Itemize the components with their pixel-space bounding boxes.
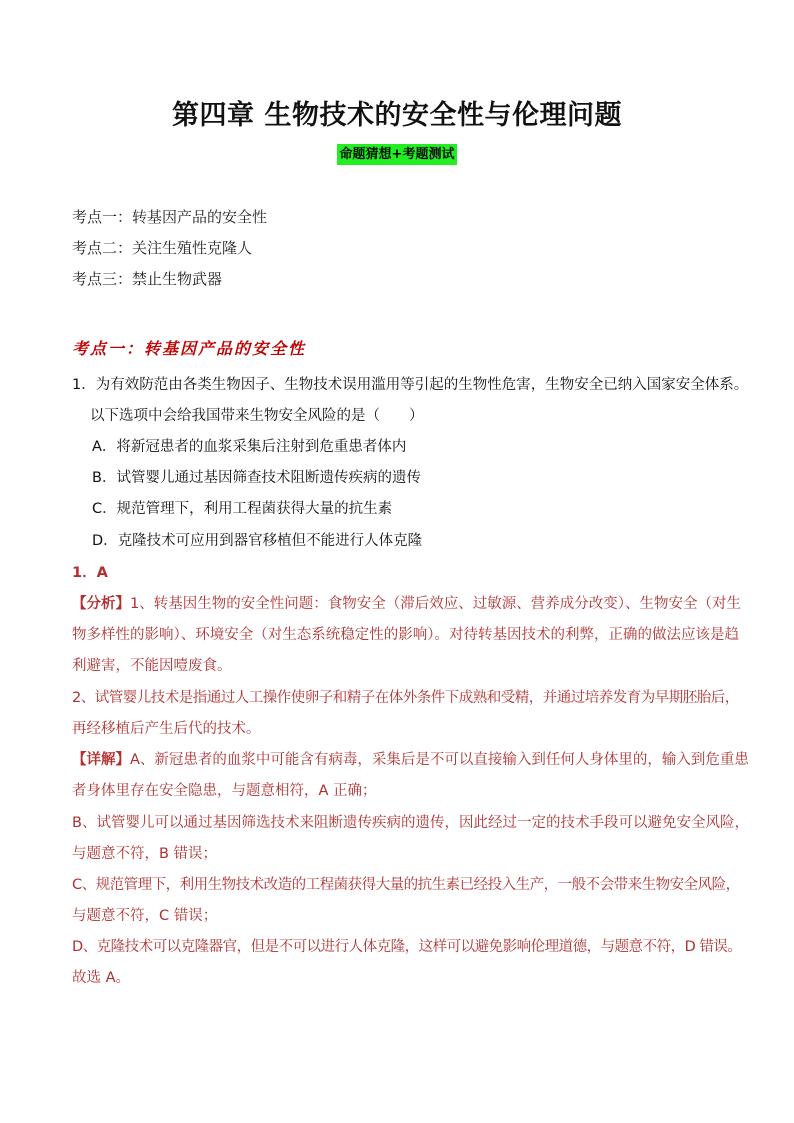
detail-line-3: B、试管婴儿可以通过基因筛选技术来阻断遗传疾病的遗传，因此经过一定的技术手段可以避免安全风险， — [72, 815, 749, 831]
subtitle-badge: 命题猜想+考题测试 — [337, 144, 458, 165]
option-d: D．克隆技术可应用到器官移植但不能进行人体克隆 — [92, 533, 423, 549]
detail-text-1: A、新冠患者的血浆中可能含有病毒，采集后是不可以直接输入到任何人身体里的，输入到危重患 — [130, 752, 749, 768]
toc-item-1: 考点一：转基因产品的安全性 — [72, 208, 268, 226]
option-a: A．将新冠患者的血浆采集后注射到危重患者体内 — [92, 439, 407, 455]
detail-tag: 【详解】 — [72, 752, 130, 768]
analysis-text-1: 1、转基因生物的安全性问题：食物安全（滞后效应、过敏源、营养成分改变）、生物安全（对生 — [130, 596, 741, 612]
option-b: B．试管婴儿通过基因筛查技术阻断遗传疾病的遗传 — [92, 470, 421, 486]
analysis-line-2: 物多样性的影响）、环境安全（对生态系统稳定性的影响）。对待转基因技术的利弊，正确的做法应该是趋 — [72, 627, 739, 643]
toc-item-2: 考点二：关注生殖性克隆人 — [72, 239, 253, 257]
page-title: 第四章 生物技术的安全性与伦理问题 — [172, 100, 622, 131]
analysis-line-4: 2、试管婴儿技术是指通过人工操作使卵子和精子在体外条件下成熟和受精，并通过培养发育为早期胚胎后， — [72, 690, 739, 706]
question-stem-line-1: 1．为有效防范由各类生物因子、生物技术误用滥用等引起的生物性危害，生物安全已纳入国家安全体系。 — [72, 377, 749, 393]
detail-line-1 — [72, 748, 749, 769]
detail-line-6: 与题意不符，C 错误； — [72, 908, 218, 924]
detail-line-7: D、克隆技术可以克隆器官，但是不可以进行人体克隆，这样可以避免影响伦理道德，与题意不符，D 错误。 — [72, 939, 742, 955]
option-c: C．规范管理下，利用工程菌获得大量的抗生素 — [92, 501, 393, 517]
detail-line-2: 者身体里存在安全隐患，与题意相符，A 正确； — [72, 783, 377, 799]
detail-line-5: C、规范管理下，利用生物技术改造的工程菌获得大量的抗生素已经投入生产，一般不会带来生物安全风险， — [72, 877, 740, 893]
section-heading: 考点一：转基因产品的安全性 — [72, 339, 307, 358]
detail-line-8: 故选 A。 — [72, 970, 131, 986]
subtitle-container — [0, 143, 794, 165]
analysis-tag: 【分析】 — [72, 596, 130, 612]
toc-item-3: 考点三：禁止生物武器 — [72, 270, 223, 288]
answer-label: 1．A — [72, 565, 108, 581]
analysis-line-3: 利避害，不能因噎废食。 — [72, 658, 232, 674]
analysis-line-1 — [72, 592, 741, 613]
question-stem-line-2: 以下选项中会给我国带来生物安全风险的是（ ） — [90, 408, 424, 424]
analysis-line-5: 再经移植后产生后代的技术。 — [72, 721, 261, 737]
detail-line-4: 与题意不符，B 错误； — [72, 846, 218, 862]
